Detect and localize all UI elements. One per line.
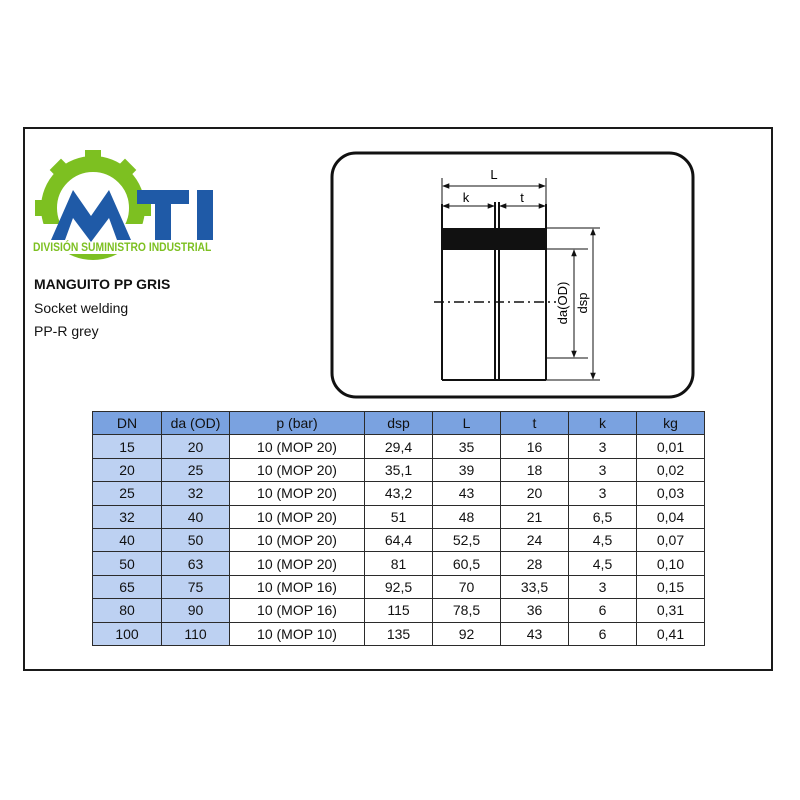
cell-p: 10 (MOP 20) [230, 528, 365, 551]
cell-t: 28 [501, 552, 569, 575]
cell-dsp: 43,2 [365, 482, 433, 505]
table-row [93, 505, 705, 528]
label-da: da(OD) [555, 281, 570, 325]
cell-kg: 0,02 [637, 458, 705, 481]
cell-dsp: 51 [365, 505, 433, 528]
label-dsp: dsp [575, 292, 590, 314]
table-row [93, 599, 705, 622]
header-dn: DN [93, 412, 162, 435]
cell-kg: 0,15 [637, 575, 705, 598]
cell-k: 3 [569, 458, 637, 481]
table-row [93, 552, 705, 575]
product-title: MANGUITO PP GRIS [34, 276, 171, 292]
cell-t: 21 [501, 505, 569, 528]
cell-l: 70 [433, 575, 501, 598]
cell-t: 33,5 [501, 575, 569, 598]
table-header-row [93, 412, 705, 435]
cell-l: 78,5 [433, 599, 501, 622]
label-k: k [462, 190, 470, 205]
cell-dsp: 135 [365, 622, 433, 645]
cell-da: 25 [162, 458, 230, 481]
cell-da: 20 [162, 435, 230, 458]
product-sheet [23, 127, 773, 671]
cell-l: 60,5 [433, 552, 501, 575]
table-row [93, 482, 705, 505]
cell-p: 10 (MOP 10) [230, 622, 365, 645]
cell-dn: 65 [93, 575, 162, 598]
cell-p: 10 (MOP 20) [230, 505, 365, 528]
label-L: L [490, 167, 498, 182]
cell-k: 6 [569, 622, 637, 645]
cell-dsp: 81 [365, 552, 433, 575]
cell-da: 63 [162, 552, 230, 575]
cell-dn: 25 [93, 482, 162, 505]
header-k: k [569, 412, 637, 435]
table-row [93, 622, 705, 645]
cell-p: 10 (MOP 16) [230, 575, 365, 598]
cell-dsp: 35,1 [365, 458, 433, 481]
cell-dn: 80 [93, 599, 162, 622]
header-p: p (bar) [230, 412, 365, 435]
cell-k: 4,5 [569, 528, 637, 551]
cell-dsp: 29,4 [365, 435, 433, 458]
cell-t: 20 [501, 482, 569, 505]
table-row [93, 435, 705, 458]
socket-drawing [330, 150, 695, 400]
cell-kg: 0,07 [637, 528, 705, 551]
cell-da: 75 [162, 575, 230, 598]
cell-dn: 32 [93, 505, 162, 528]
cell-dsp: 115 [365, 599, 433, 622]
cell-l: 48 [433, 505, 501, 528]
cell-dn: 50 [93, 552, 162, 575]
cell-l: 92 [433, 622, 501, 645]
cell-t: 24 [501, 528, 569, 551]
cell-kg: 0,31 [637, 599, 705, 622]
table-row [93, 458, 705, 481]
cell-k: 3 [569, 575, 637, 598]
cell-t: 36 [501, 599, 569, 622]
brand-tagline: DIVISIÓN SUMINISTRO INDUSTRIAL [33, 240, 212, 254]
cell-dn: 15 [93, 435, 162, 458]
cell-l: 35 [433, 435, 501, 458]
cell-l: 52,5 [433, 528, 501, 551]
cell-da: 40 [162, 505, 230, 528]
header-kg: kg [637, 412, 705, 435]
logo-text: MTI [33, 146, 35, 147]
cell-p: 10 (MOP 20) [230, 552, 365, 575]
product-subtitle-1: Socket welding [34, 300, 129, 316]
product-subtitle-2: PP-R grey [34, 323, 99, 339]
cell-p: 10 (MOP 16) [230, 599, 365, 622]
cell-k: 6,5 [569, 505, 637, 528]
socket-wall [442, 228, 546, 249]
cell-k: 4,5 [569, 552, 637, 575]
cell-k: 3 [569, 435, 637, 458]
label-t: t [520, 190, 524, 205]
cell-p: 10 (MOP 20) [230, 458, 365, 481]
cell-dn: 100 [93, 622, 162, 645]
cell-da: 90 [162, 599, 230, 622]
header-dsp: dsp [365, 412, 433, 435]
cell-dn: 20 [93, 458, 162, 481]
cell-k: 3 [569, 482, 637, 505]
table-row [93, 575, 705, 598]
cell-kg: 0,03 [637, 482, 705, 505]
dimensions-table [92, 411, 705, 646]
table-row [93, 528, 705, 551]
header-t: t [501, 412, 569, 435]
cell-kg: 0,01 [637, 435, 705, 458]
cell-kg: 0,41 [637, 622, 705, 645]
cell-l: 39 [433, 458, 501, 481]
cell-da: 110 [162, 622, 230, 645]
dimensions-table-wrap [92, 411, 705, 646]
cell-l: 43 [433, 482, 501, 505]
header-da: da (OD) [162, 412, 230, 435]
cell-kg: 0,10 [637, 552, 705, 575]
cell-dsp: 64,4 [365, 528, 433, 551]
cell-da: 32 [162, 482, 230, 505]
cell-t: 16 [501, 435, 569, 458]
cell-k: 6 [569, 599, 637, 622]
cell-t: 18 [501, 458, 569, 481]
cell-p: 10 (MOP 20) [230, 482, 365, 505]
cell-p: 10 (MOP 20) [230, 435, 365, 458]
cell-t: 43 [501, 622, 569, 645]
cell-dsp: 92,5 [365, 575, 433, 598]
cell-dn: 40 [93, 528, 162, 551]
cell-kg: 0,04 [637, 505, 705, 528]
cell-da: 50 [162, 528, 230, 551]
header-l: L [433, 412, 501, 435]
drawing-frame [332, 153, 693, 397]
